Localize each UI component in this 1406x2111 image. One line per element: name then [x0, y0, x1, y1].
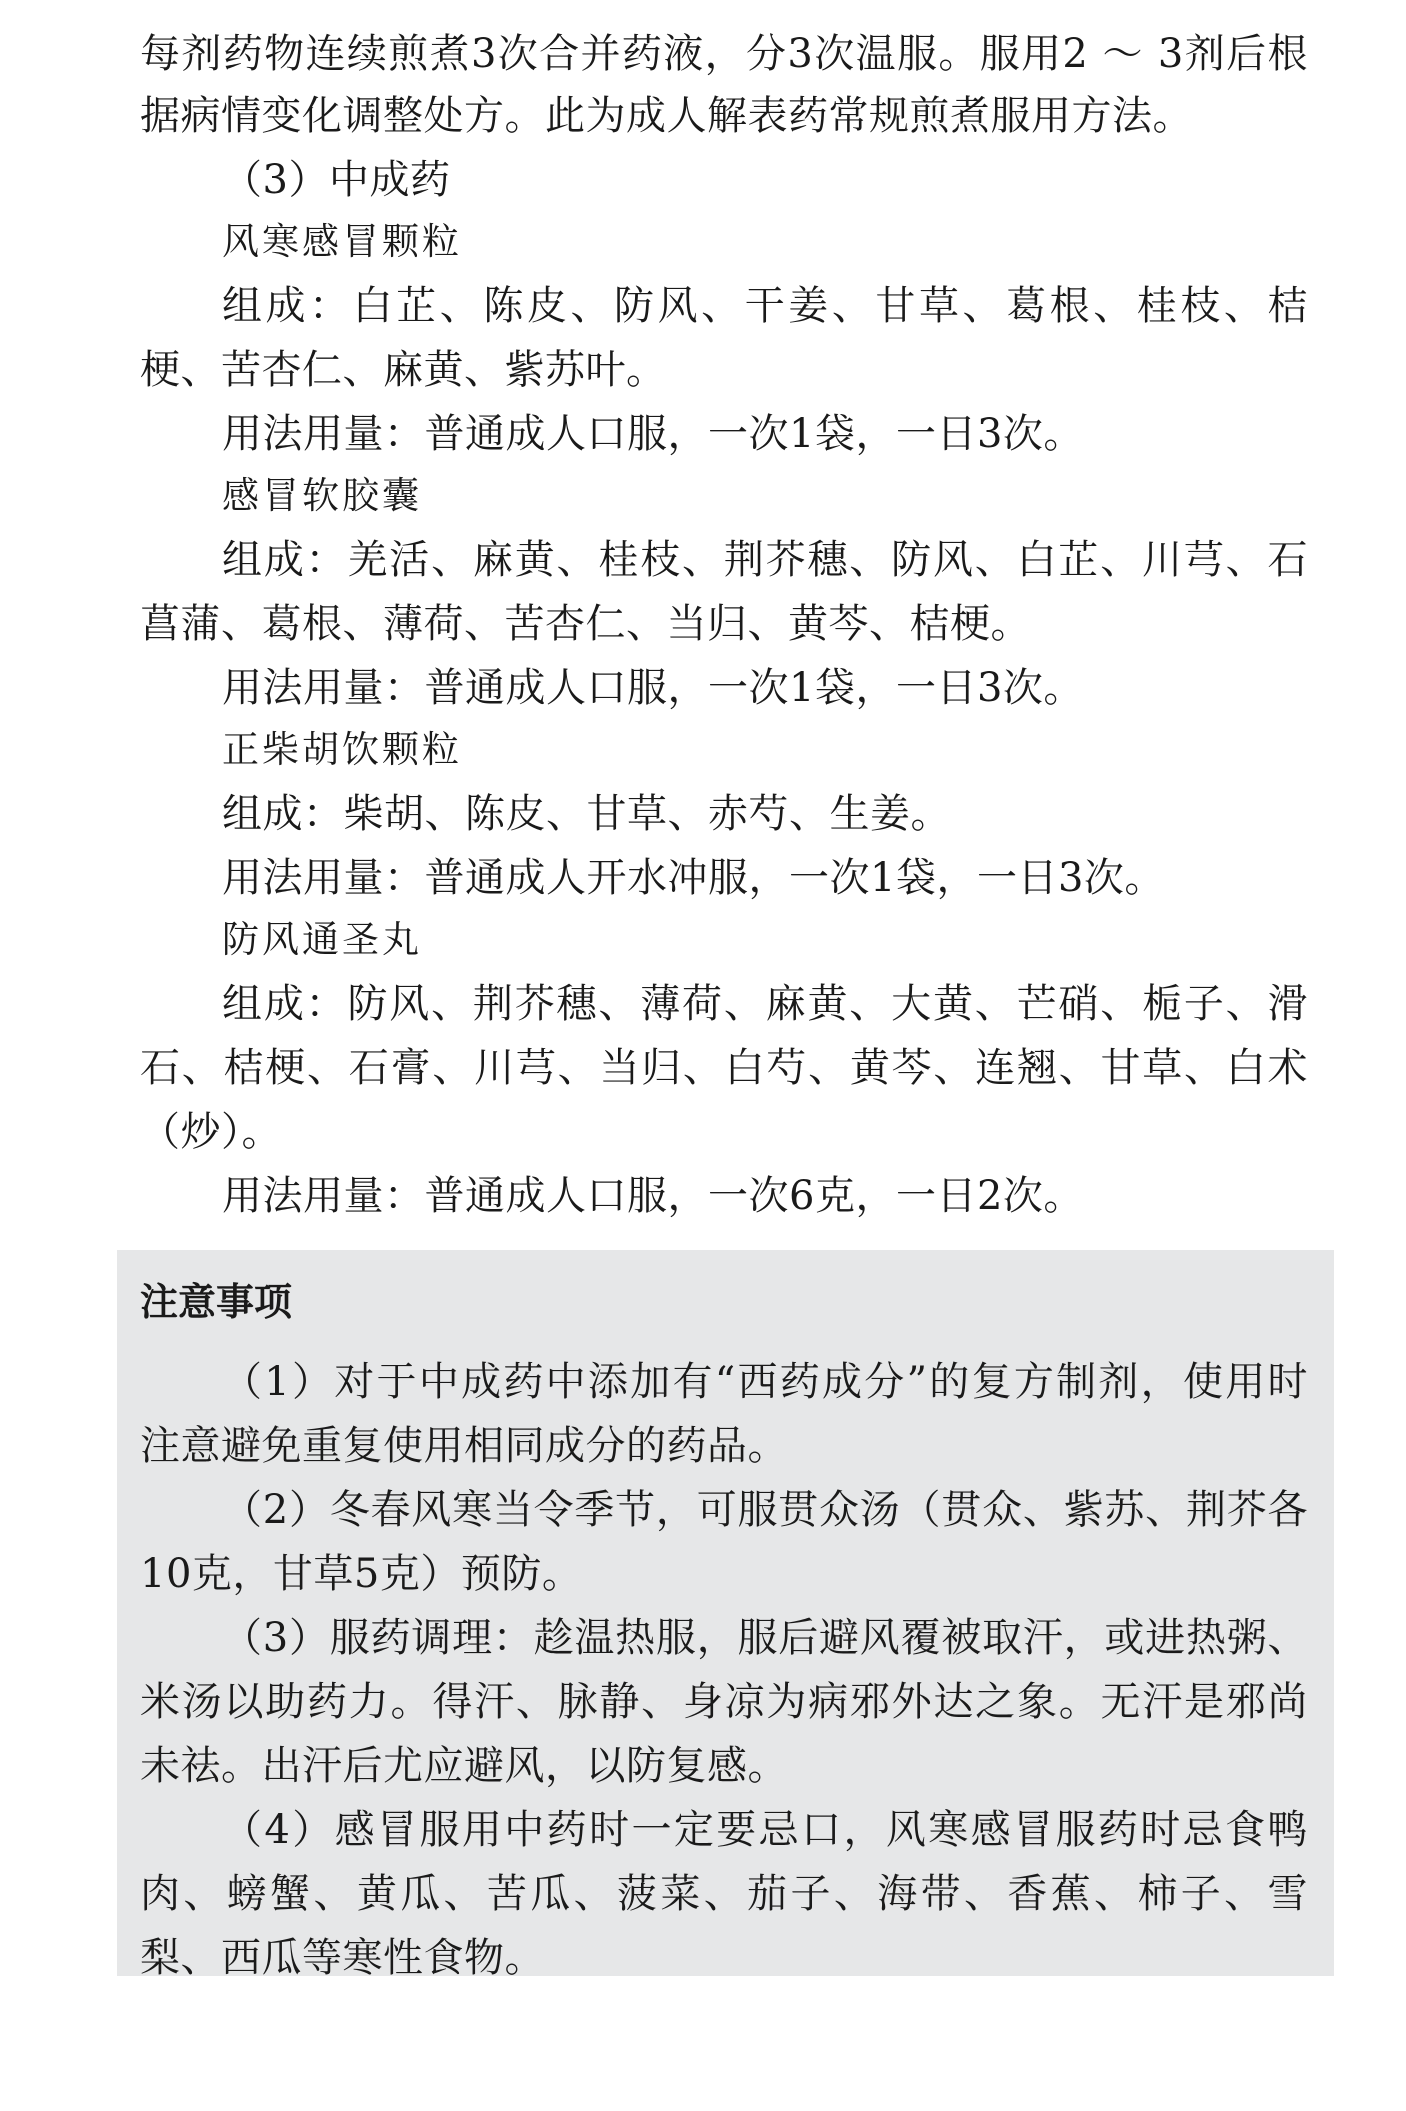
drug-usage: 用法用量：普通成人口服，一次1袋，一日3次。 — [222, 665, 1084, 711]
notice-item-line: （3）服药调理：趁温热服，服后避风覆被取汗，或进热粥、 — [222, 1615, 1308, 1661]
drug-composition: 组成：羌活、麻黄、桂枝、荆芥穗、防风、白芷、川芎、石 — [222, 537, 1308, 583]
drug-composition: 石、桔梗、石膏、川芎、当归、白芍、黄芩、连翘、甘草、白术 — [140, 1045, 1308, 1091]
drug-composition: 组成：白芷、陈皮、防风、干姜、甘草、葛根、桂枝、桔 — [222, 283, 1308, 329]
notice-item-line: （1）对于中成药中添加有“西药成分”的复方制剂，使用时 — [222, 1359, 1308, 1405]
notice-item-line: 未祛。出汗后尤应避风，以防复感。 — [140, 1743, 788, 1789]
drug-name: 感冒软胶囊 — [222, 474, 422, 517]
drug-usage: 用法用量：普通成人口服，一次6克，一日2次。 — [222, 1173, 1084, 1219]
drug-composition: 菖蒲、葛根、薄荷、苦杏仁、当归、黄芩、桔梗。 — [140, 601, 1031, 647]
notice-item-line: 梨、西瓜等寒性食物。 — [140, 1935, 545, 1981]
notice-item-line: 肉、螃蟹、黄瓜、苦瓜、菠菜、茄子、海带、香蕉、柿子、雪 — [140, 1871, 1308, 1917]
drug-name: 风寒感冒颗粒 — [222, 220, 462, 263]
drug-name: 防风通圣丸 — [222, 918, 422, 961]
notice-item-line: 注意避免重复使用相同成分的药品。 — [140, 1423, 788, 1469]
intro-line: 每剂药物连续煎煮3次合并药液，分3次温服。服用2 ～ 3剂后根 — [140, 31, 1308, 77]
drug-usage: 用法用量：普通成人开水冲服，一次1袋，一日3次。 — [222, 855, 1165, 901]
drug-name: 正柴胡饮颗粒 — [222, 728, 462, 771]
intro-line: 据病情变化调整处方。此为成人解表药常规煎煮服用方法。 — [140, 93, 1193, 139]
drug-composition: 组成：防风、荆芥穗、薄荷、麻黄、大黄、芒硝、栀子、滑 — [222, 981, 1308, 1027]
notice-item-line: 10克，甘草5克）预防。 — [140, 1551, 583, 1597]
notice-item-line: 米汤以助药力。得汗、脉静、身凉为病邪外达之象。无汗是邪尚 — [140, 1679, 1308, 1725]
drug-composition: 组成：柴胡、陈皮、甘草、赤芍、生姜。 — [222, 791, 951, 837]
section-heading: （3）中成药 — [222, 157, 451, 203]
notice-item-line: （4）感冒服用中药时一定要忌口，风寒感冒服药时忌食鸭 — [222, 1807, 1308, 1853]
notice-title: 注意事项 — [140, 1280, 293, 1324]
drug-usage: 用法用量：普通成人口服，一次1袋，一日3次。 — [222, 411, 1084, 457]
drug-composition: 梗、苦杏仁、麻黄、紫苏叶。 — [140, 347, 667, 393]
drug-composition: （炒）。 — [140, 1109, 282, 1155]
notice-item-line: （2）冬春风寒当令季节，可服贯众汤（贯众、紫苏、荆芥各 — [222, 1487, 1308, 1533]
